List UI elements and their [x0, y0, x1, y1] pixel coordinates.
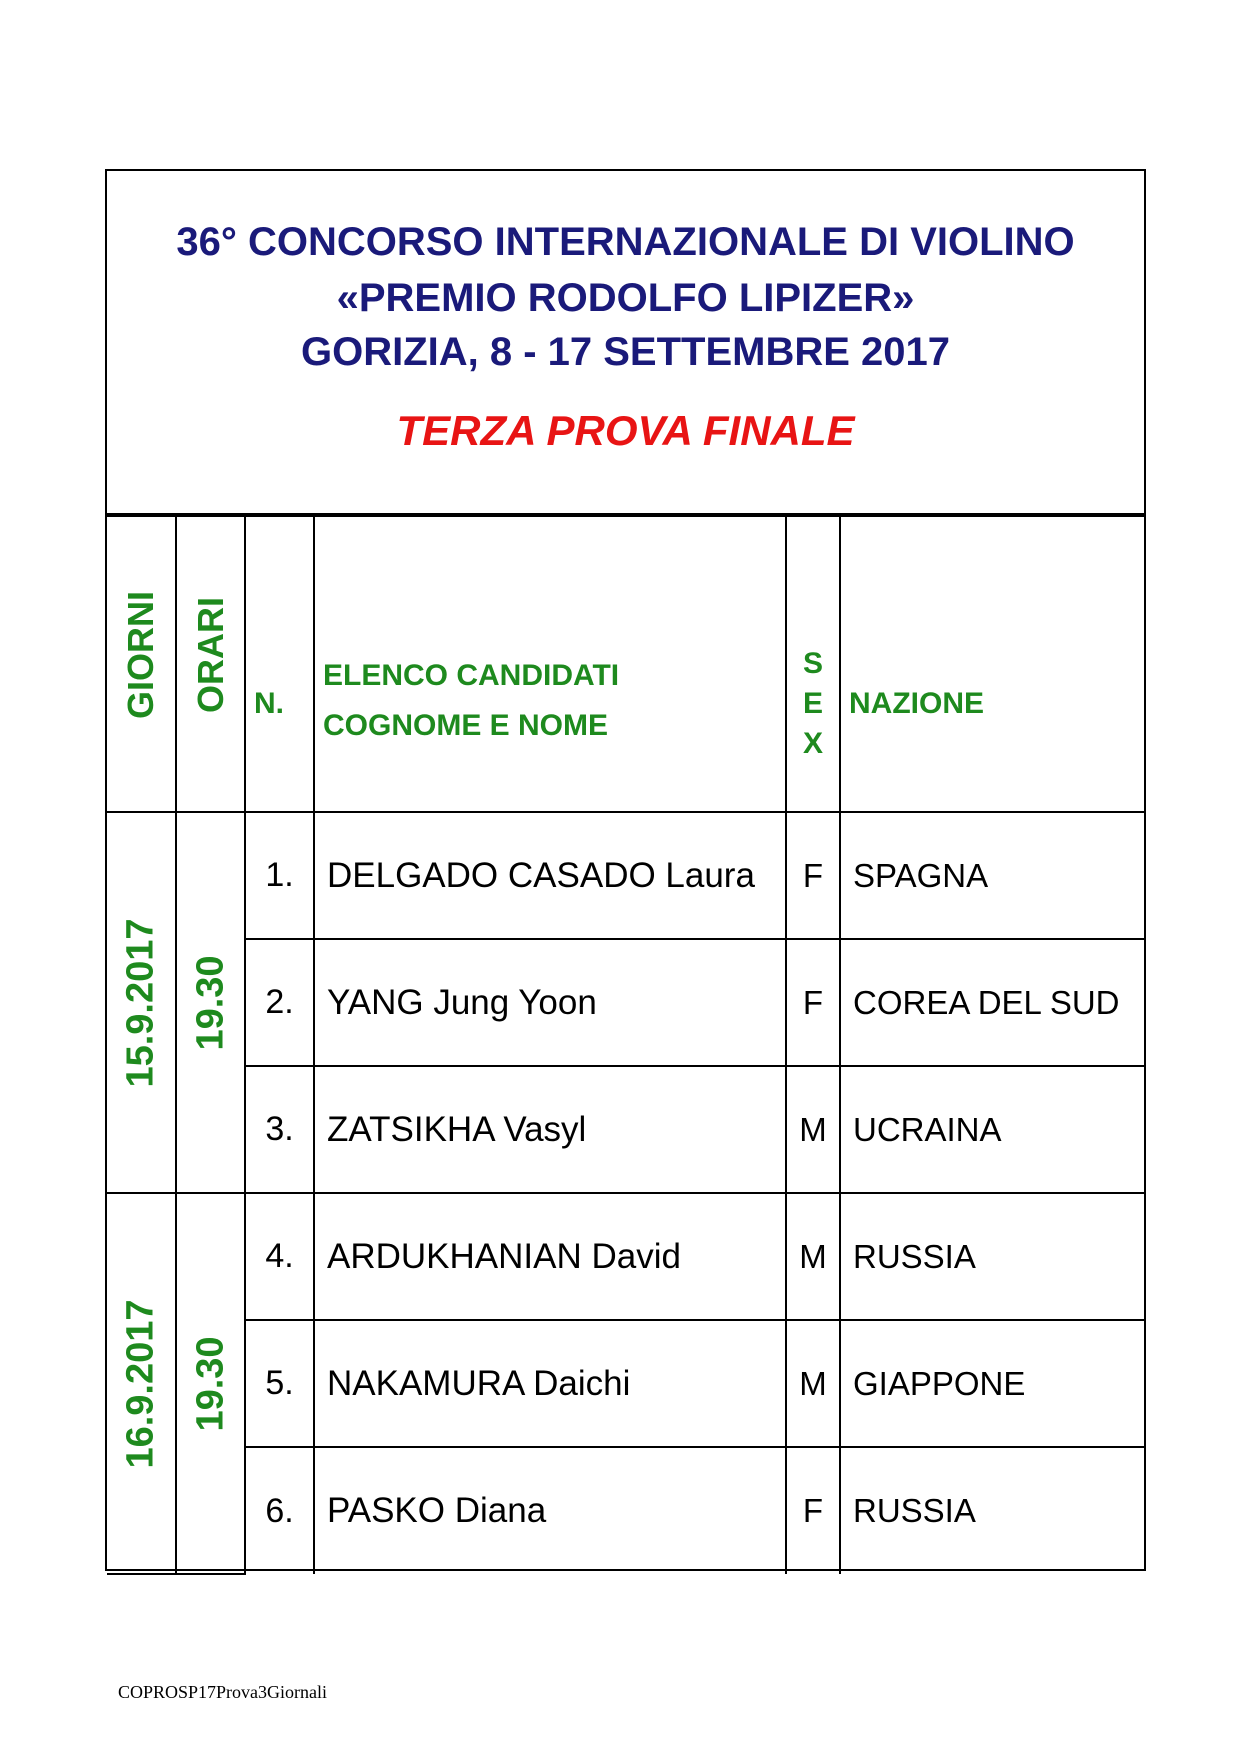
candidate-name: NAKAMURA Daichi [314, 1320, 786, 1447]
header-giorni-label: GIORNI [120, 590, 161, 720]
candidate-number: 2. [245, 939, 314, 1066]
table-row [107, 1447, 1144, 1574]
header-candidates-line2: COGNOME E NOME [323, 709, 609, 742]
group-time: 19.30 [189, 1335, 231, 1432]
candidate-sex: F [786, 1447, 840, 1574]
header-sex [786, 514, 840, 812]
competition-prize: «PREMIO RODOLFO LIPIZER» [336, 276, 915, 320]
header-orari-label: ORARI [189, 597, 231, 713]
header-candidates-line1: ELENCO CANDIDATI [323, 659, 620, 692]
header-number: N. [245, 514, 314, 812]
competition-place-dates: GORIZIA, 8 - 17 SETTEMBRE 2017 [300, 330, 951, 374]
candidate-number: 6. [245, 1447, 314, 1574]
candidate-sex: F [786, 939, 840, 1066]
table-row [107, 1320, 1144, 1447]
candidate-name: ZATSIKHA Vasyl [314, 1066, 786, 1193]
header-candidates [314, 514, 786, 812]
group-time: 19.30 [189, 954, 231, 1051]
group-date-cell [107, 812, 176, 1193]
candidate-nation: GIAPPONE [840, 1320, 1144, 1447]
candidate-sex: M [786, 1320, 840, 1447]
candidate-nation: COREA DEL SUD [840, 939, 1144, 1066]
group-time-cell [176, 1193, 245, 1574]
candidate-nation: UCRAINA [840, 1066, 1144, 1193]
candidate-nation: RUSSIA [840, 1447, 1144, 1574]
group-date: 16.9.2017 [119, 1298, 162, 1469]
document-footer: COPROSP17Prova3Giornali [118, 1682, 328, 1702]
candidate-name: PASKO Diana [314, 1447, 786, 1574]
table-row [107, 1193, 1144, 1320]
group-date: 15.9.2017 [119, 917, 162, 1088]
candidates-table [107, 513, 1144, 1575]
header-orari [176, 514, 245, 812]
candidate-sex: M [786, 1193, 840, 1320]
table-row [107, 939, 1144, 1066]
table-row [107, 812, 1144, 939]
candidate-number: 4. [245, 1193, 314, 1320]
header-nation: NAZIONE [840, 514, 1144, 812]
candidate-nation: SPAGNA [840, 812, 1144, 939]
candidate-name: YANG Jung Yoon [314, 939, 786, 1066]
candidate-number: 3. [245, 1066, 314, 1193]
candidate-nation: RUSSIA [840, 1193, 1144, 1320]
candidate-name: DELGADO CASADO Laura [314, 812, 786, 939]
competition-title: 36° CONCORSO INTERNAZIONALE DI VIOLINO [176, 220, 1075, 264]
candidate-name: ARDUKHANIAN David [314, 1193, 786, 1320]
round-title: TERZA PROVA FINALE [396, 407, 855, 454]
header-sex-e: E [802, 687, 823, 720]
candidate-sex: M [786, 1066, 840, 1193]
schedule-frame [105, 169, 1146, 1571]
header-sex-s: S [802, 647, 823, 680]
candidate-sex: F [786, 812, 840, 939]
table-header-row [107, 514, 1144, 812]
table-row [107, 1066, 1144, 1193]
group-time-cell [176, 812, 245, 1193]
candidate-number: 1. [245, 812, 314, 939]
group-date-cell [107, 1193, 176, 1574]
candidate-number: 5. [245, 1320, 314, 1447]
title-box [107, 171, 1144, 517]
header-giorni [107, 514, 176, 812]
header-sex-x: X [802, 727, 823, 760]
